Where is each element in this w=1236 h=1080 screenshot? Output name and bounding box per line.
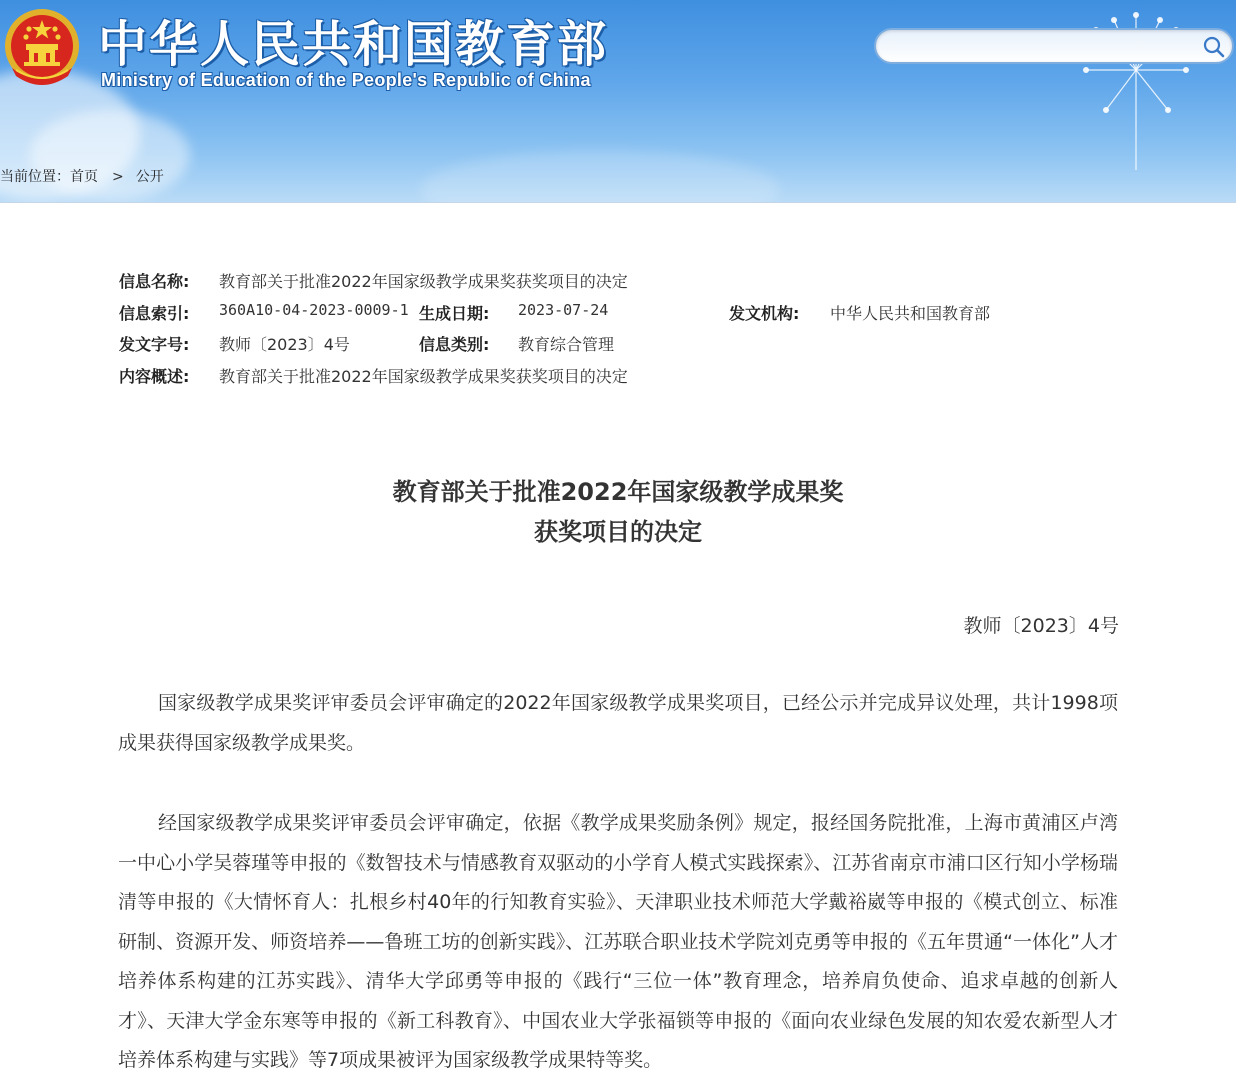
site-title: 中华人民共和国教育部 xyxy=(98,16,609,73)
info-row-index xyxy=(119,301,1119,333)
search-box xyxy=(874,28,1234,64)
site-header xyxy=(0,0,1236,203)
breadcrumb-prefix: 当前位置： xyxy=(0,169,70,185)
breadcrumb-current-link[interactable]: 公开 xyxy=(135,169,164,185)
info-name-label: 信息名称: xyxy=(119,272,190,291)
info-row-summary xyxy=(119,364,1119,396)
info-date-value: 2023-07-24 xyxy=(518,300,609,319)
info-summary-label: 内容概述: xyxy=(119,366,190,386)
search-icon[interactable] xyxy=(1202,35,1226,59)
breadcrumb xyxy=(0,166,164,186)
info-index-value: 360A10-04-2023-0009-1 xyxy=(219,300,409,319)
cloud-decoration xyxy=(30,110,190,200)
cloud-decoration xyxy=(420,150,780,203)
info-docno-label: 发文字号: xyxy=(119,335,190,354)
info-row-name xyxy=(119,269,1119,301)
chevron-right-icon: > xyxy=(112,169,124,185)
info-table xyxy=(119,269,1119,395)
info-row-docno xyxy=(119,332,1119,364)
breadcrumb-home-link[interactable]: 首页 xyxy=(70,169,98,185)
article-title-line1: 教育部关于批准2022年国家级教学成果奖 xyxy=(392,478,844,506)
info-org-value: 中华人民共和国教育部 xyxy=(830,303,991,323)
info-docno-value: 教师〔2023〕4号 xyxy=(219,335,350,354)
national-emblem-icon xyxy=(2,6,82,90)
info-summary-value: 教育部关于批准2022年国家级教学成果奖获奖项目的决定 xyxy=(219,366,628,386)
info-category-value: 教育综合管理 xyxy=(518,335,615,354)
info-category-label: 信息类别: xyxy=(419,335,490,354)
article-doc-number: 教师〔2023〕4号 xyxy=(963,615,1119,637)
info-org-label: 发文机构: xyxy=(729,303,800,323)
search-input[interactable] xyxy=(890,34,1190,58)
site-subtitle: Ministry of Education of the People's Republic of China xyxy=(101,70,591,90)
info-date-label: 生成日期: xyxy=(419,303,490,323)
info-index-label: 信息索引: xyxy=(119,303,190,323)
info-name-value: 教育部关于批准2022年国家级教学成果奖获奖项目的决定 xyxy=(219,272,628,291)
article-paragraph: 经国家级教学成果奖评审委员会评审确定，依据《教学成果奖励条例》规定，报经国务院批准，上海市黄浦区卢湾一中心小学吴蓉瑾等申报的《数智技术与情感教育双驱动的小学育人模式实践探索》、江苏省南京市浦口区行知小学杨瑞清等申报的《大情怀育人：扎根乡村40年的行知教育实验》、天津职业技术师范大学戴裕崴等申报的《模式创立、标准研制、资源开发、师资培养——鲁班工坊的创新实践》、江苏联合职业技术学院刘克勇等申报的《五年贯通“一体化”人才培养体系构建的江苏实践》、清华大学邱勇等申报的《践行“三位一体”教育理念，培养肩负使命、追求卓越的创新人才》、天津大学金东寒等申报的《新工科教育》、中国农业大学张福锁等申报的《面向农业绿色发展的知农爱农新型人才培养体系构建与实践》等7项成果被评为国家级教学成果特等奖。 xyxy=(118,812,1118,1071)
article-title-line2: 获奖项目的决定 xyxy=(534,518,702,546)
article-paragraph: 国家级教学成果奖评审委员会评审确定的2022年国家级教学成果奖项目，已经公示并完成异议处理，共计1998项成果获得国家级教学成果奖。 xyxy=(118,692,1118,754)
